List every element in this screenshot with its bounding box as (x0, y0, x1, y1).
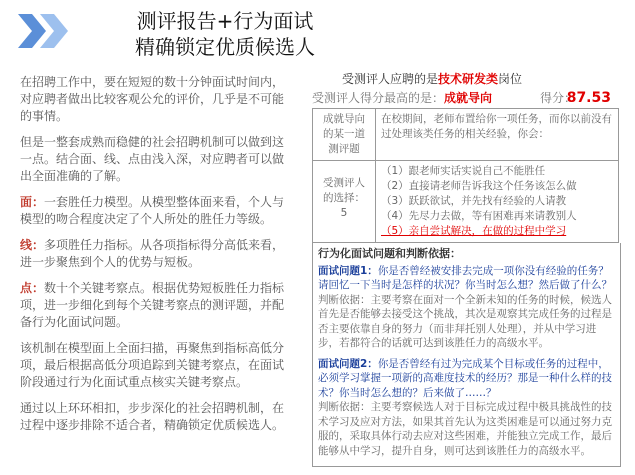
chevron-arrows-icon (16, 10, 76, 52)
question-2-label: 面试问题2： (318, 357, 378, 370)
title-line-1: 测评报告+行为面试 (136, 9, 314, 33)
line-text: 多项胜任力指标。从各项指标得分高低来看，进一步聚焦到个人的优势与短板。 (20, 238, 285, 269)
point-text: 数十个关键考察点。根据优势短板胜任力指标项，进一步细化到每个关键考察点的测评题，并配备行为化面试问题。 (20, 281, 285, 329)
question-2-text: 你是否曾经有过为完成某个目标或任务的过程中，必须学习掌握一项新的高难度技术的经历？那是一种什么样的技术？你当时怎么想的？后来做了……？ (318, 357, 612, 399)
option-item: （1）跟老师实话实说自己不能胜任 (381, 165, 546, 177)
top-item: 成就导向 (444, 91, 493, 105)
judgement-basis-1: 判断依据：主要考察在面对一个全新未知的任务的时候，候选人首先是否能够去接受这个挑战，其次是观察其完成任务的过程是否主要依靠自身的努力（而非拜托别人处理），并从中学习进步，若都符合的话就可达到该胜任力的高级水平。 (318, 293, 612, 349)
point-paragraph (20, 280, 292, 331)
face-paragraph (20, 194, 292, 228)
question-label-cell: 成就导向的某一道测评题 (313, 109, 376, 161)
face-keyword: 面： (20, 195, 45, 209)
question-text-cell: 在校期间，老师布置给你一项任务，而你以前没有过处理该类任务的相关经验，你会： (376, 109, 619, 161)
analysis-title: 行为化面试问题和判断依据： (318, 247, 461, 260)
line-keyword: 线： (20, 238, 45, 252)
score-value: 87.53 (566, 90, 611, 106)
option-item: （2）直接请老师告诉我这个任务该怎么做 (381, 180, 577, 192)
intro-column (20, 74, 292, 443)
line-paragraph (20, 237, 292, 271)
choice-value: 5 (340, 207, 348, 219)
table-row (313, 109, 619, 161)
point-keyword: 点： (20, 281, 45, 295)
score-label: 得分： (540, 91, 577, 105)
conclusion-paragraph: 通过以上环环相扣，步步深化的社会招聘机制，在过程中逐步排除不适合者，精确锁定优质候选人。 (20, 401, 285, 432)
choice-label-cell (313, 161, 376, 243)
title-line-2: 精确锁定优质候选人 (135, 35, 315, 59)
interview-question-1 (318, 264, 615, 293)
page-title (100, 8, 350, 60)
role-value: 技术研发类 (438, 72, 499, 86)
report-role-line (342, 70, 619, 88)
table-row (313, 161, 619, 243)
intro-paragraph-2: 但是一整套成熟而稳健的社会招聘机制可以做到这一点。结合面、线、点由浅入深，对应聘者可以做出全面准确的了解。 (20, 135, 285, 183)
role-prefix: 受测评人应聘的是 (342, 72, 439, 86)
option-item: （4）先尽力去做，等有困难再来请教别人 (381, 210, 577, 222)
intro-paragraph-1: 在招聘工作中，要在短短的数十分钟面试时间内，对应聘者做出比较客观公允的评价，几乎是不可能的事情。 (20, 75, 285, 123)
assessment-table (312, 108, 619, 243)
interview-analysis (312, 243, 621, 467)
mechanism-paragraph: 该机制在模型面上全面扫描，再聚焦到指标高低分项，最后根据高低分项追踪到关键考察点，在面试阶段通过行为化面试重点核实关键考察点。 (20, 341, 285, 389)
options-cell (376, 161, 619, 243)
report-top-line (312, 88, 619, 108)
choice-label: 受测评人的选择： (323, 177, 365, 204)
option-item: （3）跃跃欲试，并先找有经验的人请教 (381, 195, 567, 207)
interview-question-2 (318, 357, 615, 401)
question-1-text: 你是否曾经被安排去完成一项你没有经验的任务？请回忆一下当时是怎样的状况？你当时怎么想？然后做了什么？ (318, 264, 612, 291)
option-item-selected: （5）亲自尝试解决，在做的过程中学习 (381, 225, 567, 237)
top-prefix: 受测评人得分最高的是： (312, 91, 445, 105)
face-text: 一套胜任力模型。从模型整体面来看，个人与模型的吻合程度决定了个人所处的胜任力等级。 (20, 195, 285, 226)
question-1-label: 面试问题1： (318, 264, 378, 277)
report-panel (312, 70, 619, 467)
judgement-basis-2: 判断依据：主要考察候选人对于目标完成过程中极具挑战性的技术学习及应对方法，如果其首先认为这类困难是可以通过努力克服的，采取具体行动去应对这些困难，并能独立完成工作，最后能够从中学习，提升自身，则可达到该胜任力的高级水平。 (318, 401, 612, 457)
role-suffix: 岗位 (498, 72, 523, 86)
